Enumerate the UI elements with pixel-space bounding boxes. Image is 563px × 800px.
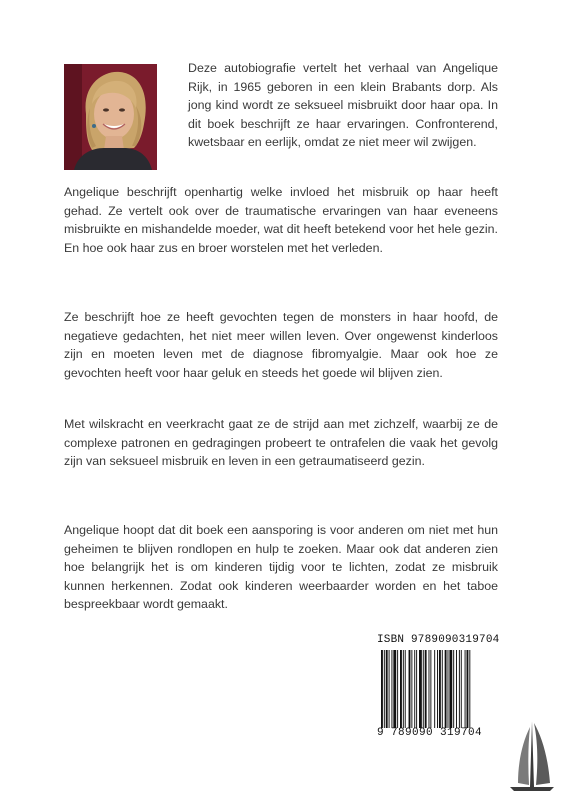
blurb-paragraph: Angelique beschrijft openhartig welke invloed het misbruik op haar heeft gehad. Ze vertelt ook over de traumatische ervaringen van haar eveneens misbruikte en mishandelde moeder, wat dit heeft betekend voor het hele gezin. En hoe ook haar zus en broer worstelen met het verleden. [64, 185, 498, 255]
blurb-paragraph: Met wilskracht en veerkracht gaat ze de strijd aan met zichzelf, waarbij ze de complexe patronen en gedragingen probeert te ontrafelen die vaak het gevolg zijn van seksueel misbruik en leven in een getraumatiseerd gezin. [64, 417, 498, 469]
author-photo [64, 64, 157, 170]
blurb-paragraph: Ze beschrijft hoe ze heeft gevochten tegen de monsters in haar hoofd, de negatieve gedachten, het niet meer willen leven. Over ongewenst kinderloos zijn en moeten leven met de diagnose fibromyalgie. Maar ook hoe ze gevochten heeft voor haar geluk en steeds het goede wil blijven zien. [64, 310, 498, 380]
isbn-barcode [377, 633, 499, 740]
publisher-logo-icon [496, 713, 556, 793]
blurb-paragraph: Deze autobiografie vertelt het verhaal van Angelique Rijk, in 1965 geboren in een klein Brabants dorp. Als jong kind wordt ze seksueel misbruikt door haar opa. In dit boek beschrijft ze haar ervaringen. Confronterend, kwetsbaar en eerlijk, omdat ze niet meer wil zwijgen. [188, 61, 498, 150]
blurb-paragraph: Angelique hoopt dat dit boek een aansporing is voor anderen om niet met hun geheimen te blijven rondlopen en hulp te zoeken. Maar ook dat anderen zien hoe belangrijk het is om kinderen tijdig voor te lichten, zodat ze misbruik kunnen herkennen. Zodat ook kinderen weerbaarder worden en het taboe bespreekbaar wordt gemaakt. [64, 523, 498, 612]
isbn-label: ISBN 9789090319704 [377, 634, 499, 646]
barcode-bars [381, 650, 497, 728]
barcode-digits: 9 789090 319704 [377, 727, 483, 739]
author-portrait-image [64, 64, 157, 170]
